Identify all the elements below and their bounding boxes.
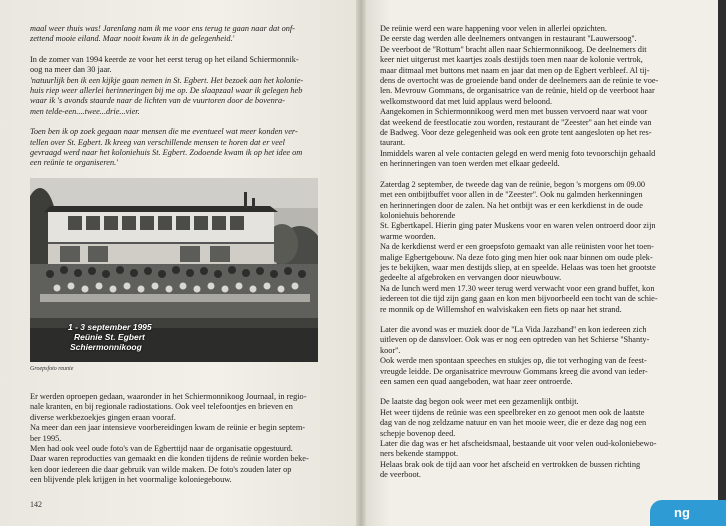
text-line: iedereen tot die tijd zijn gang gaan en kon men bijvoorbeeld een tocht van de schie- bbox=[380, 294, 658, 304]
paragraph-gap bbox=[380, 170, 706, 180]
group-photo bbox=[30, 178, 318, 362]
paragraph-gap bbox=[30, 117, 348, 127]
text-line: koor''. bbox=[380, 345, 401, 355]
text-line: malige Egbertgebouw. Na deze foto ging men hier ook naar binnen om oude plek- bbox=[380, 252, 653, 262]
text-line: Later die avond was er muziek door de ''La Vida Jazzband'' en kon iedereen zich bbox=[380, 324, 647, 334]
text-line: gedeelte al afgebroken en vervangen door nieuwbouw. bbox=[380, 273, 562, 283]
left-bottom-text bbox=[30, 392, 350, 486]
photo-overlay-line-2: Reünie St. Egbert bbox=[74, 332, 145, 342]
text-line: len. Mevrouw Gommans, de organisatrice van de reünie, hield op de veerboot haar bbox=[380, 86, 655, 96]
text-line: Aangekomen in Schiermonnikoog werd men met bussen vervoerd naar wat voor bbox=[380, 107, 648, 117]
text-line: 'natuurlijk ben ik een kijkje gaan nemen in St. Egbert. Het bezoek aan het kolonie- bbox=[30, 75, 304, 85]
text-line: ber 1995. bbox=[30, 433, 62, 443]
text-line: Inmiddels waren al vele contacten gelegd en werd menig foto tevoorschijn gehaald bbox=[380, 148, 656, 158]
left-top-text bbox=[30, 24, 348, 169]
text-line: De eerste dag werden alle deelnemers ontvangen in restaurant ''Lauwersoog''. bbox=[380, 34, 637, 44]
text-line: diverse werkbezoekjes gingen eraan vooraf. bbox=[30, 412, 176, 422]
text-line: uitleven op de dansvloer. Ook was er nog een optreden van het Schierse ''Shanty- bbox=[380, 335, 650, 345]
text-line: schepje bovenop deed. bbox=[380, 428, 456, 438]
text-line: de veerboot. bbox=[380, 470, 422, 480]
text-line: Men had ook veel oude foto's van de Egberttijd naar de organisatie opgestuurd. bbox=[30, 444, 293, 454]
text-line: oog na meer dan 30 jaar. bbox=[30, 65, 112, 75]
text-line: Na meer dan een jaar intensieve voorbereidingen kwam de reünie er begin septem- bbox=[30, 423, 306, 433]
text-line: Het weer tijdens de reünie was een speelbreker en zo genoot men ook de laatste bbox=[380, 407, 645, 417]
text-line: en herinneringen door de zalen. Na het ontbijt was er een kerkdienst in de oude bbox=[380, 200, 643, 210]
text-line: en herinneringen van toen werden met elkaar gedeeld. bbox=[380, 159, 560, 169]
book-gutter bbox=[356, 0, 366, 526]
text-line: Er werden oproepen gedaan, waaronder in het Schiermonnikoog Journaal, in regio- bbox=[30, 392, 307, 401]
page-number: 142 bbox=[30, 500, 42, 509]
text-line: koloniehuis behorende bbox=[380, 210, 456, 220]
paragraph-gap bbox=[380, 315, 706, 325]
text-line: gevraagd werd naar het koloniehuis St. Egbert. Zodoende kwam ik op het idee om bbox=[30, 148, 303, 158]
text-line: taurant. bbox=[380, 138, 406, 148]
text-line: dag van de nog zeldzame natuur en van het mooie weer, die er deze dag nog een bbox=[380, 418, 647, 428]
text-line: Later die dag was er het afscheidsmaal, bestaande uit voor velen oud-koloniebewo- bbox=[380, 439, 657, 449]
text-line: de Badweg. Voor deze gelegenheid was ook een grote tent aangesloten op het res- bbox=[380, 128, 652, 138]
text-line: warme woorden. bbox=[380, 231, 436, 241]
text-line: De laatste dag begon ook weer met een gezamenlijk ontbijt. bbox=[380, 397, 579, 407]
text-line: men telde-een....twee...drie...vier. bbox=[30, 106, 140, 116]
photo-caption: Groepsfoto reunie bbox=[30, 366, 74, 372]
text-line: jes te bekijken, waar men destijds sliep, at en speelde. Helaas was toen het grootste bbox=[380, 262, 656, 272]
text-line: een samen een quad aangeboden, wat haar zeer ontroerde. bbox=[380, 377, 573, 386]
text-line: De veerboot de ''Rottum'' bracht allen naar Schiermonnikoog. De deelnemers dit bbox=[380, 44, 647, 54]
text-line: ken door iedereen die daar gebruik van wilde maken. De foto's zouden later op bbox=[30, 464, 292, 474]
background-edge bbox=[718, 0, 726, 526]
photo-overlay-line-3: Schiermonnikoog bbox=[70, 342, 142, 352]
text-line: keer niet uitgerust met kaartjes zoals destijds toen men naar de kolonie vertrok, bbox=[380, 55, 643, 65]
text-line: St. Egbertkapel. Hierin ging pater Muskens voor en waren velen ontroerd door zijn bbox=[380, 221, 656, 231]
text-line: maal weer thuis was! Jarenlang nam ik me voor ens terug te gaan naar dat onf- bbox=[30, 24, 295, 33]
text-line: dat weekend de feestlocatie zou worden, restaurant de ''Zeester'' aan het einde van bbox=[380, 117, 652, 127]
text-line: met een ontbijtbuffet voor allen in de ''Zeester''. Ook nu galmden herkenningen bbox=[380, 190, 643, 200]
right-page-text bbox=[380, 24, 706, 481]
text-line: vreugde leidde. De organisatrice mevrouw Gommans kreeg die avond van ieder- bbox=[380, 366, 648, 376]
text-line: tellen over St. Egbert. Ik kreeg van verschillende mensen te horen dat er veel bbox=[30, 137, 285, 147]
left-page bbox=[0, 0, 361, 526]
text-line: Daar waren reproducties van gemaakt en die konden tijdens de reünie worden beke- bbox=[30, 454, 309, 464]
text-line: ners bekende stamppot. bbox=[380, 449, 459, 459]
text-line: In de zomer van 1994 keerde ze voor het eerst terug op het eiland Schiermonnik- bbox=[30, 54, 299, 64]
text-line: maar ditmaal met buttons met naam en jaar dat men op de Egbert verbleef. Al tij- bbox=[380, 65, 650, 75]
text-line: Toen ben ik op zoek gegaan naar mensen die me eventueel wat meer konden ver- bbox=[30, 127, 298, 137]
corner-sticker: ng bbox=[650, 500, 726, 526]
text-line: Helaas brak ook de tijd aan voor het afscheid en vertrokken de bussen richting bbox=[380, 459, 641, 469]
text-line: zettend mooie eiland. Maar nooit kwam ik in de gelegenheid.' bbox=[30, 34, 235, 44]
text-line: huis riep weer allerlei herinneringen bij me op. De slaapzaal waar ik gelegen heb bbox=[30, 86, 303, 96]
right-page bbox=[361, 0, 726, 526]
text-line: Na de kerkdienst werd er een groepsfoto gemaakt van alle reünisten voor het toen- bbox=[380, 242, 654, 252]
text-line: welkomstwoord dat met luid applaus werd beloond. bbox=[380, 96, 553, 106]
text-line: dens de overtocht was de groeiende band onder de deelnemers aan de reünie te voe- bbox=[380, 76, 659, 86]
text-line: waar ik 's avonds staarde naar de lichten van de vuurtoren door de bovenra- bbox=[30, 96, 285, 106]
text-line: nale kranten, en bij regionale radiostations. Ook veel telefoontjes en brieven en bbox=[30, 402, 293, 412]
text-line: Ook werde men spontaan speeches en stukjes op, die tot verhoging van de feest- bbox=[380, 356, 647, 366]
text-line: Na de lunch werd men 17.30 weer terug werd verwacht voor een grand buffet, kon bbox=[380, 283, 655, 293]
text-line: De reünie werd een ware happening voor velen in allerlei opzichten. bbox=[380, 24, 607, 33]
photo-overlay-line-1: 1 - 3 september 1995 bbox=[68, 322, 152, 332]
text-line: een reünie te organiseren.' bbox=[30, 158, 118, 168]
paragraph-gap bbox=[380, 387, 706, 397]
text-line: een blijvende plek krijgen in het voormalige koloniegebouw. bbox=[30, 475, 232, 485]
paragraph-gap bbox=[30, 45, 348, 55]
text-line: re monnik op de Willemshof en walviskaken een fiets op naar het strand. bbox=[380, 304, 622, 314]
text-line: Zaterdag 2 september, de tweede dag van de reünie, begon 's morgens om 09.00 bbox=[380, 179, 646, 189]
